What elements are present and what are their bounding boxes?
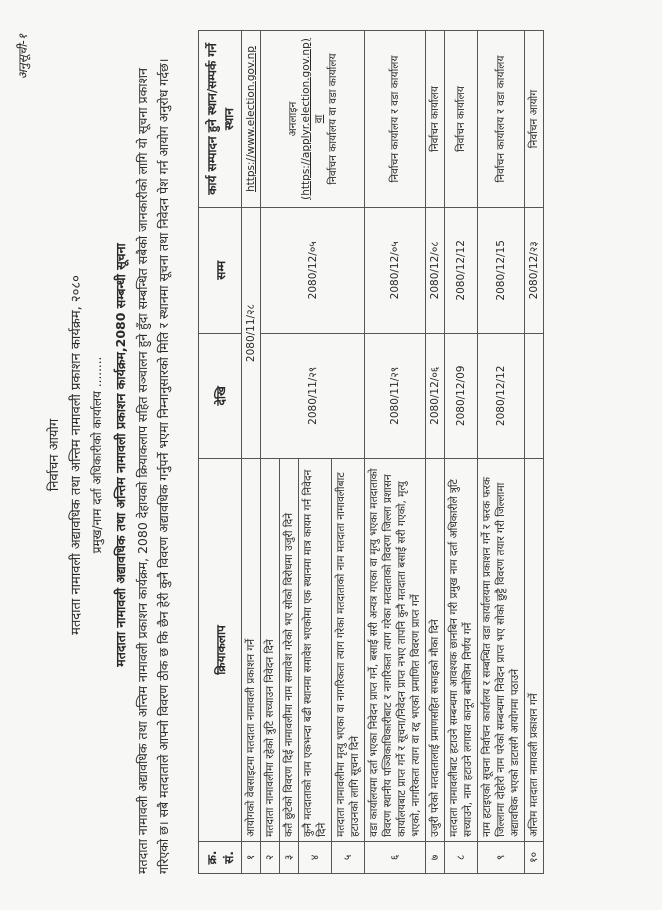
row-to: 2080/12/15 (478, 208, 525, 334)
row-place: निर्वाचन आयोग (525, 31, 544, 208)
row-activity: अन्तिम मतदाता नामावली प्रकाशन गर्ने (525, 459, 544, 842)
row-to: 2080/12/12 (445, 208, 478, 334)
row-to: 2080/12/०५ (365, 208, 426, 334)
row-activity: नाम हटाइएको सूचना निर्वाचन कार्यालय र सम्बन्धित वडा कार्यालयमा प्रकाशन गर्ने र फरक फरक जिल्लामा दोहोरो नाम परेको सम्बन्धमा निवेदन प्राप्त भए सोको छुट्टै विवरण तयार गरी जिल्लामा अद्यावधिक भएको डाटासंगै आयोगमा पठाउने (478, 459, 525, 842)
row-place: निर्वाचन कार्यालय (445, 31, 478, 208)
row-sn: ६ (365, 841, 426, 873)
row-sn: ३ (280, 841, 299, 873)
row-sn: ४ (299, 841, 332, 873)
row-place: निर्वाचन कार्यालय र वडा कार्यालय (365, 31, 426, 208)
table-row (525, 31, 544, 874)
online-label: अनलाइन (286, 101, 299, 137)
row-activity: आयोगको वेबसाइटमा मतदाता नामावली प्रकाशन गर्ने (242, 459, 261, 842)
online-place-cell (261, 31, 365, 208)
row-from: 2080/12/12 (478, 333, 525, 459)
header-place: कार्य सम्पादन हुने स्थान/सम्पर्क गर्ने स्थान (199, 31, 242, 208)
row-from: 2080/11/२९ (365, 333, 426, 459)
row-sn: ९ (478, 841, 525, 873)
table-row (365, 31, 426, 874)
row-sn: ८ (445, 841, 478, 873)
table-row (242, 31, 261, 874)
row-sn: १० (525, 841, 544, 873)
row-to: 2080/12/०८ (426, 208, 445, 334)
row-place: निर्वाचन कार्यालय र वडा कार्यालय (478, 31, 525, 208)
row-activity: वडा कार्यालयमा दर्ता भएका निवेदन प्राप्त गर्ने, बसाई सरी अन्यत्र गएका वा मृत्यु भएका मतदाताको विवरण स्थानीय पञ्जिकाधिकारीबाट र नागरिकता त्याग गरेका मतदाताको विवरण जिल्ला प्रशासन कार्यालयबाट प्राप्त गर्ने र सूचना/निवेदन प्राप्त नभए तापनि कुनै मतदाता बसाई सरी गएको, मृत्यु भएको, नागरिकता त्याग वा रद्द भएको प्रमाणित विवरण प्राप्त गर्ने (365, 459, 426, 842)
row-activity: मतदाता नामावलीमा मृत्यु भएका वा नागरिकता त्याग गरेका मतदाताको नाम मतदाता नामावलीबाट हटाउनको लागि सूचना दिने (332, 459, 365, 842)
row-sn: ५ (332, 841, 365, 873)
table-row (261, 31, 280, 874)
row-activity: मतदाता नामावलीमा रहेको त्रुटि सच्याउन निवेदन दिने (261, 459, 280, 842)
row-activity: मतदाता नामावलीबाट हटाउने सम्बन्धमा आवश्यक छानबिन गरी प्रमुख नाम दर्ता अधिकारीले त्रुटि सच्याउने, नाम हटाउने लगायत कानून बमोजिम निर्णय गर्ने (445, 459, 478, 842)
row-sn: ७ (426, 841, 445, 873)
row-from: 2080/12/०६ (426, 333, 445, 459)
row-place: निर्वाचन कार्यालय (426, 31, 445, 208)
table-header-row (199, 31, 242, 874)
online-office: निर्वाचन कार्यालय वा वडा कार्यालय (326, 53, 339, 185)
header-from: देखि (199, 333, 242, 459)
row-from: 2080/12/09 (445, 333, 478, 459)
annex-label: अनुसूची-१ (16, 34, 30, 80)
row-activity: कुनै मतदाताको नाम एकभन्दा बढी स्थानमा समावेश भएकोमा एक स्थानमा मात्र कायम गर्न निवेदन दिने (299, 459, 332, 842)
header-to: सम्म (199, 208, 242, 334)
row-sn: १ (242, 841, 261, 873)
row-from (525, 333, 544, 459)
table-row (478, 31, 525, 874)
row-activity: उजुरी परेको मतदातालाई प्रमाणसहित सफाइको मौका दिने (426, 459, 445, 842)
table-row (445, 31, 478, 874)
row-sn: २ (261, 841, 280, 873)
row-from: 2080/11/२९ (261, 333, 365, 459)
row-activity: कतै छुटेको विवरण दिई नामावलीमा नाम समावेश गरेको भए सोको विरोधमा उजुरी दिने (280, 459, 299, 842)
header-sn: क्र. सं. (199, 841, 242, 873)
row-date-span: 2080/11/२८ (242, 208, 261, 459)
header-activity: क्रियाकलाप (199, 459, 242, 842)
org-name: निर्वाचन आयोग (47, 418, 62, 492)
row-to: 2080/12/०५ (261, 208, 365, 334)
doc-title: मतदाता नामावली अद्यावधिक तथा अन्तिम नामावली प्रकाशन कार्यक्रम, २०८० (69, 275, 84, 635)
row-to: 2080/12/२३ (525, 208, 544, 334)
notice-subject: मतदाता नामावली अद्यावधिक तथा अन्तिम नामावली प्रकाशन कार्यक्रम,2080 सम्बन्धी सूचना (113, 243, 128, 667)
schedule-table (198, 30, 544, 874)
online-url-link[interactable]: (https://applyr.election.gov.np) वा (299, 38, 325, 200)
row-place-link[interactable]: https://www.election.gov.np (242, 31, 261, 208)
office-line: प्रमुख/नाम दर्ता अधिकारीको कार्यालय ........ (90, 356, 104, 554)
table-row (426, 31, 445, 874)
intro-paragraph: मतदाता नामावली अद्यावधिक तथा अन्तिम नामावली प्रकाशन कार्यक्रम, 2080 देहायको क्रियाकलाप सहित सञ्चालन हुने हुँदा सम्बन्धित सबैको जानकारीको लागि यो सूचना प्रकाशन गरिएको छ। सबै मतदाताले आफ्नो विवरण ठीक छ कि छैन हेरी कुनै विवरण अद्यावधिक गर्नुपर्ने भएमा निम्नानुसारको मिति र स्थानमा सूचना तथा निवेदन पेश गर्न आयोग अनुरोध गर्दछ। (135, 58, 171, 874)
